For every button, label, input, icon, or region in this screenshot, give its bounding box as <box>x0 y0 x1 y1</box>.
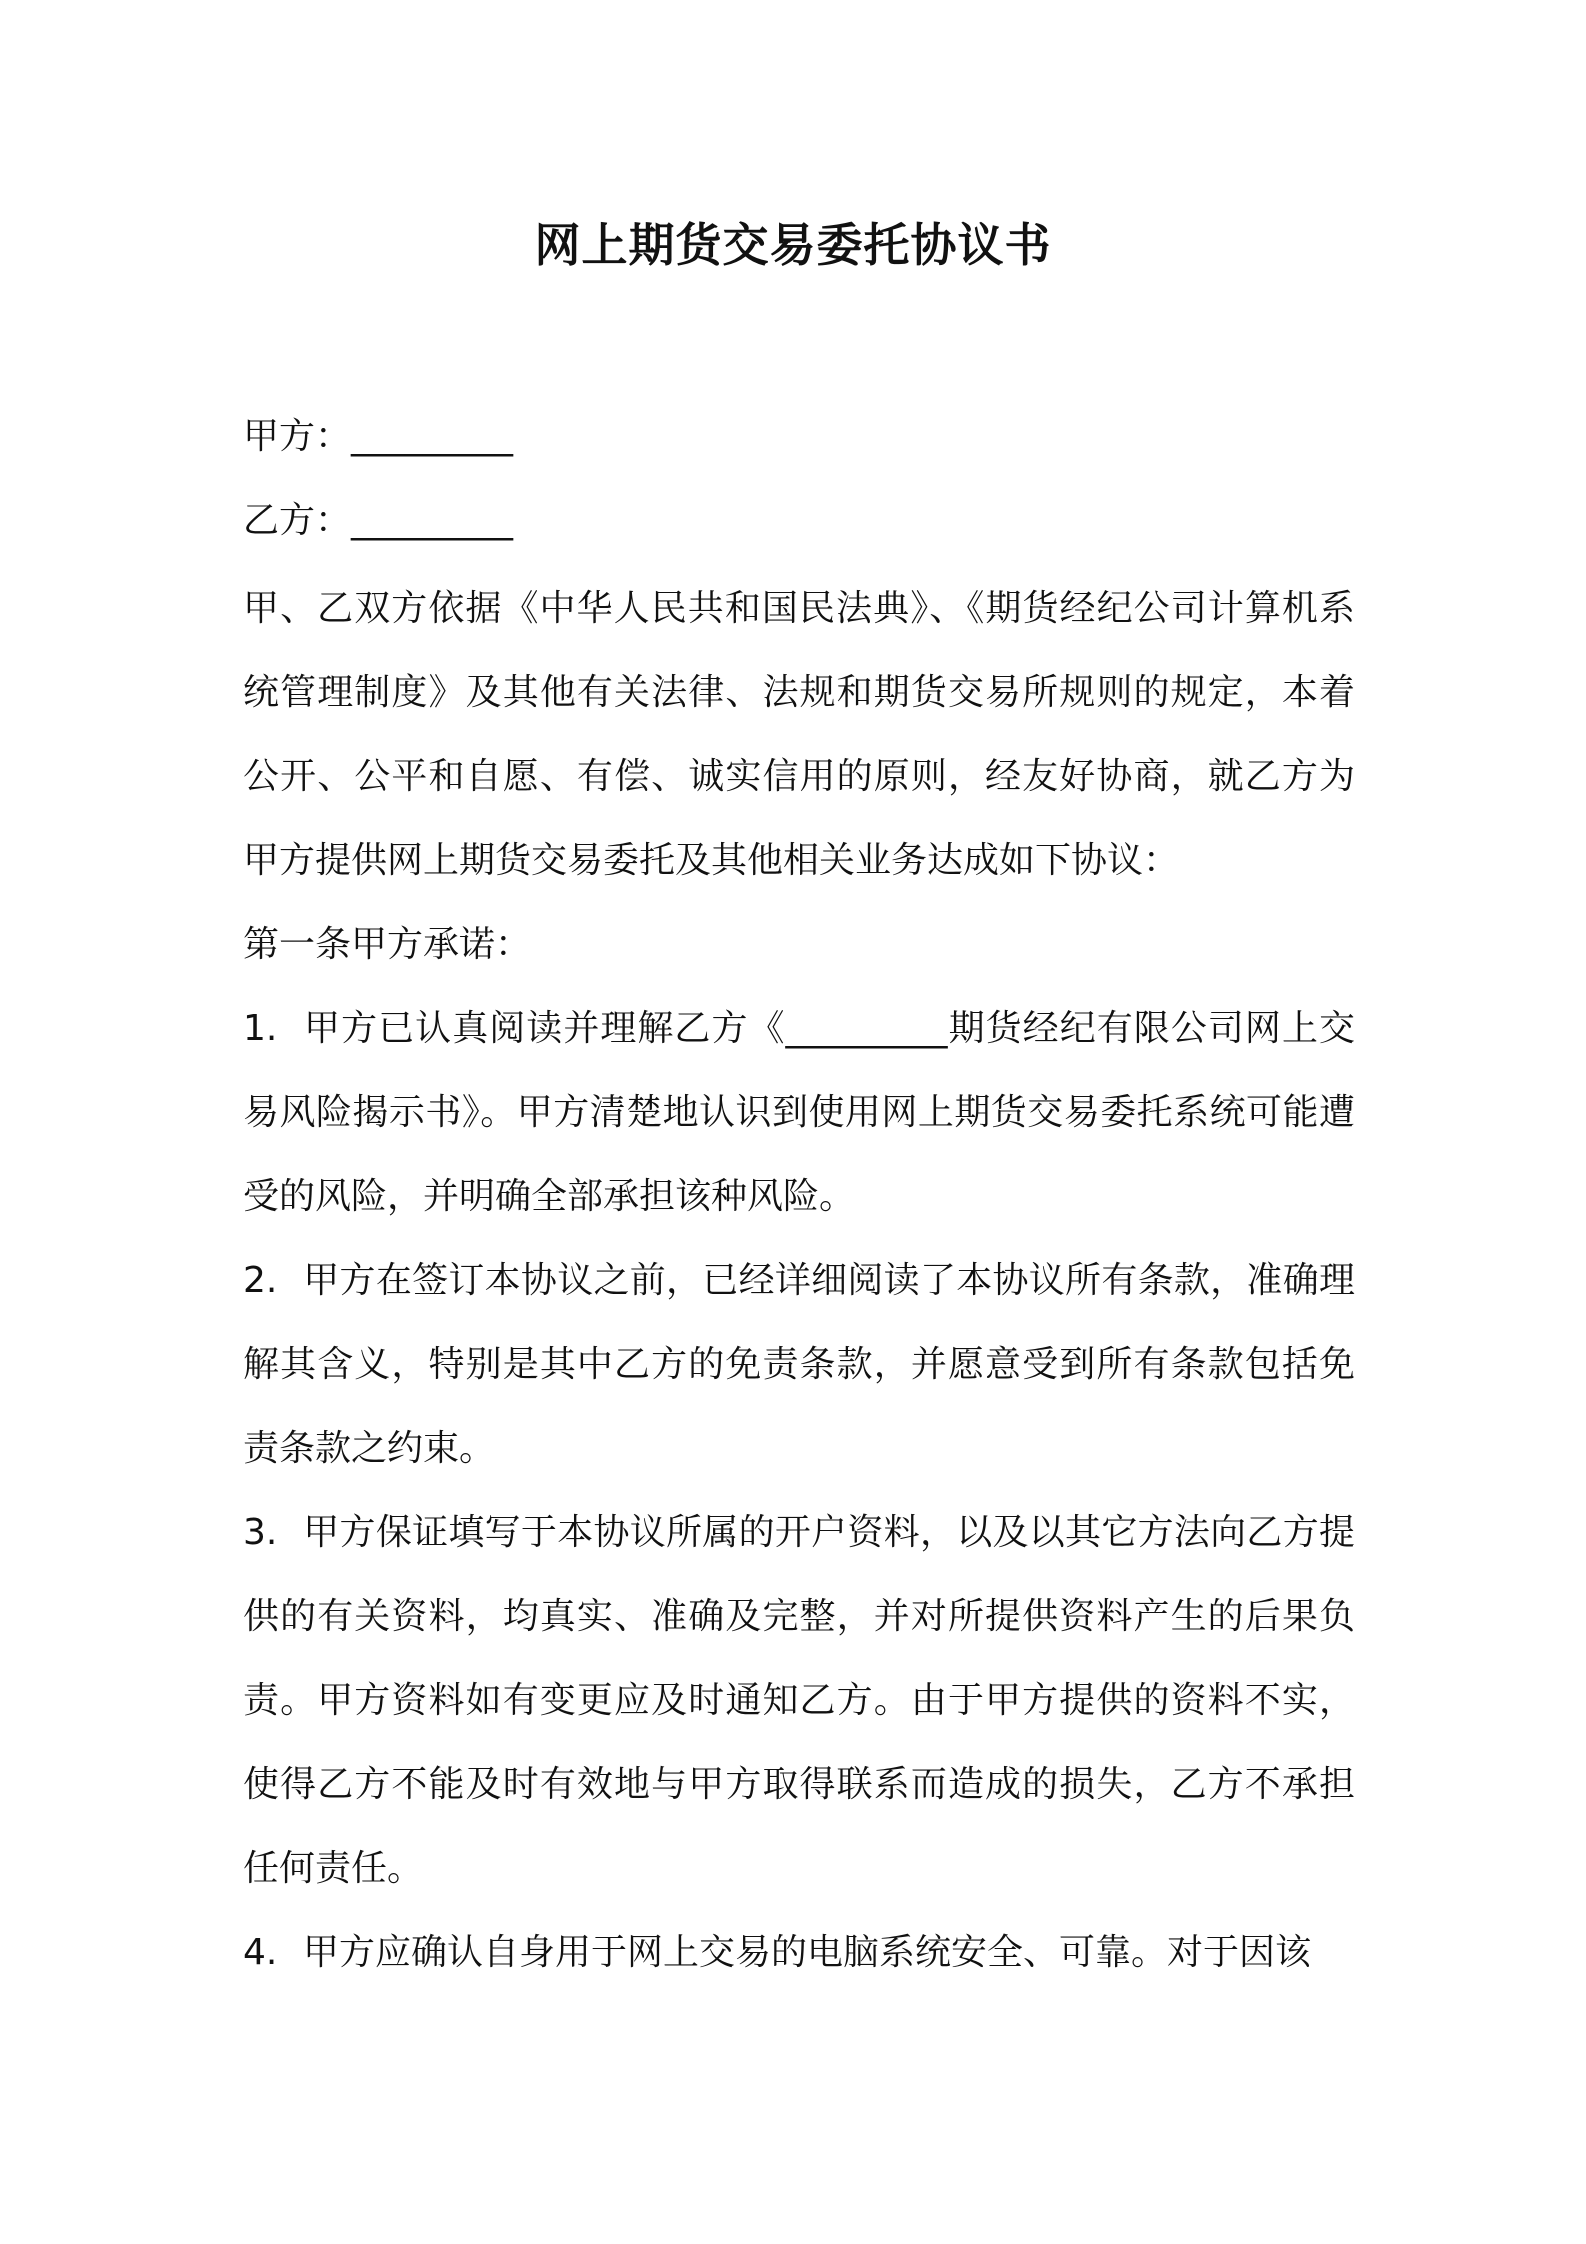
preamble-paragraph: 甲、乙双方依据《中华人民共和国民法典》、《期货经纪公司计算机系统管理制度》及其他有关法律、法规和期货交易所规则的规定，本着公开、公平和自愿、有偿、诚实信用的原则，经友好协商，就乙方为甲方提供网上期货交易委托及其他相关业务达成如下协议： <box>243 588 1355 881</box>
clause-number: 3. <box>243 1512 278 1553</box>
party-a-line: 甲方：_________ <box>243 416 514 457</box>
clause-number: 1. <box>243 1008 278 1049</box>
article-1-heading: 第一条甲方承诺： <box>243 924 532 965</box>
document-body <box>243 567 1355 1995</box>
clause-text: 甲方在签订本协议之前，已经详细阅读了本协议所有条款，准确理解其含义，特别是其中乙方的免责条款，并愿意受到所有条款包括免责条款之约束。 <box>243 1260 1355 1469</box>
clause-number: 4. <box>243 1932 278 1973</box>
clause-1 <box>243 987 1355 1239</box>
clause-4 <box>243 1911 1355 1995</box>
party-b-line: 乙方：_________ <box>243 500 514 541</box>
clause-text: 甲方保证填写于本协议所属的开户资料，以及以其它方法向乙方提供的有关资料，均真实、准确及完整，并对所提供资料产生的后果负责。甲方资料如有变更应及时通知乙方。由于甲方提供的资料不实，使得乙方不能及时有效地与甲方取得联系而造成的损失，乙方不承担任何责任。 <box>243 1512 1355 1889</box>
clause-3 <box>243 1491 1355 1911</box>
clause-2 <box>243 1239 1355 1491</box>
clause-text: 甲方应确认自身用于网上交易的电脑系统安全、可靠。对于因该 <box>303 1932 1312 1973</box>
document-title: 网上期货交易委托协议书 <box>534 218 1052 272</box>
clause-number: 2. <box>243 1260 278 1301</box>
clause-text: 甲方已认真阅读并理解乙方《_________期货经纪有限公司网上交易风险揭示书》。甲方清楚地认识到使用网上期货交易委托系统可能遭受的风险，并明确全部承担该种风险。 <box>243 1008 1355 1217</box>
